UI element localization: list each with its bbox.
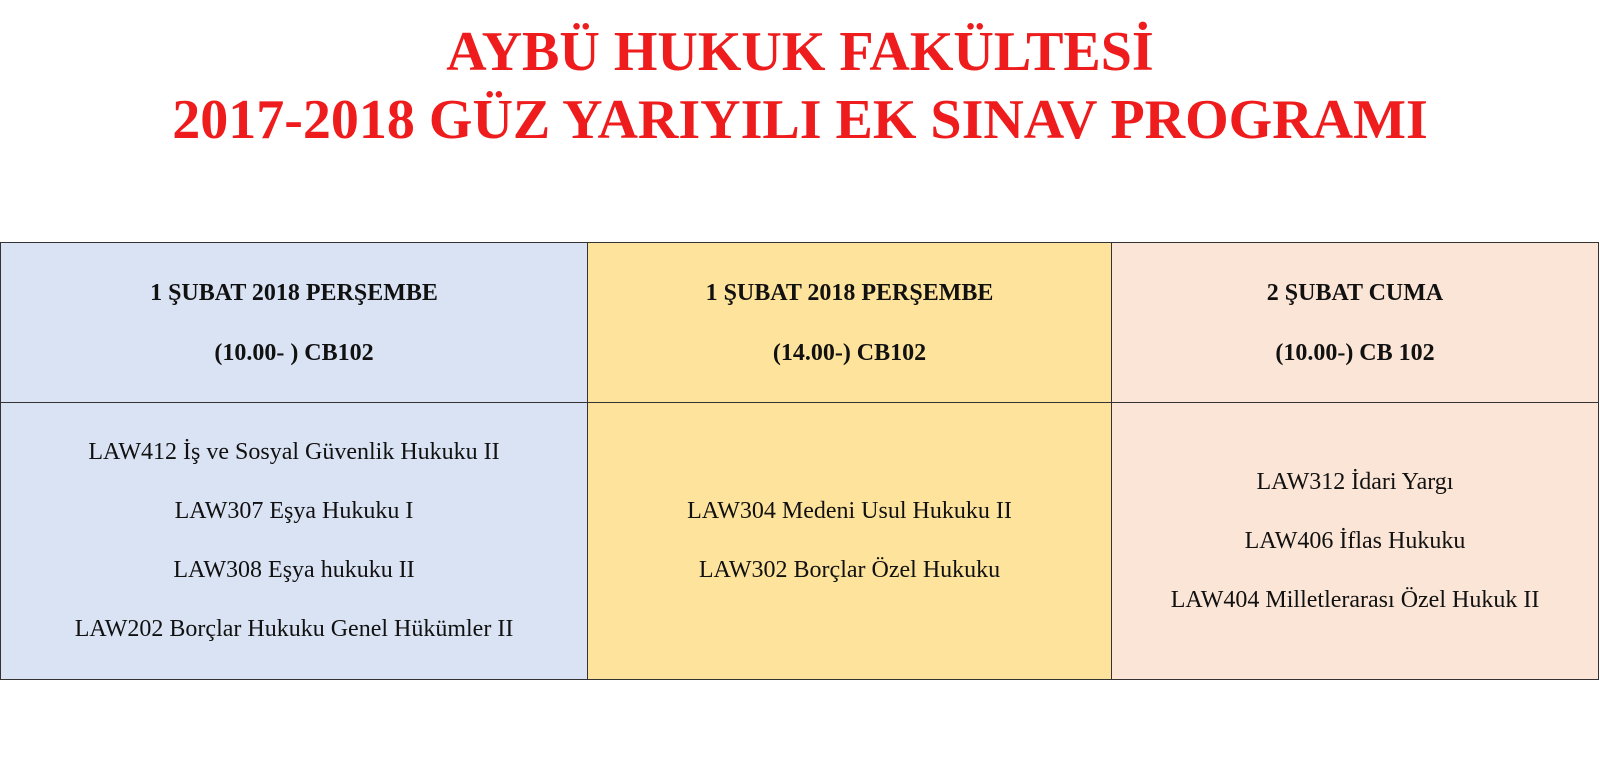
session-date: 1 ŞUBAT 2018 PERŞEMBE (705, 279, 994, 306)
session-courses-1 (1, 403, 588, 680)
course-item: LAW307 Eşya Hukuku I (174, 498, 414, 524)
session-time-room: (10.00- ) CB102 (214, 339, 374, 366)
session-date: 1 ŞUBAT 2018 PERŞEMBE (150, 279, 438, 306)
course-item: LAW302 Borçlar Özel Hukuku (698, 557, 1001, 583)
course-item: LAW308 Eşya hukuku II (173, 557, 415, 583)
table-header-row (1, 243, 1599, 403)
session-time-room: (14.00-) CB102 (772, 339, 927, 366)
table-course-row (1, 403, 1599, 680)
session-header-2 (588, 243, 1112, 403)
exam-schedule-table (0, 242, 1599, 680)
session-time-room: (10.00-) CB 102 (1275, 339, 1435, 366)
title-line-program: 2017-2018 GÜZ YARIYILI EK SINAV PROGRAMI (172, 89, 1428, 151)
session-header-1 (1, 243, 588, 403)
session-courses-2 (588, 403, 1112, 680)
title-line-faculty: AYBÜ HUKUK FAKÜLTESİ (446, 21, 1154, 83)
course-item: LAW406 İflas Hukuku (1244, 527, 1466, 554)
session-header-3 (1112, 243, 1599, 403)
course-item: LAW312 İdari Yargı (1256, 468, 1454, 495)
session-date: 2 ŞUBAT CUMA (1266, 279, 1444, 306)
course-item: LAW404 Milletlerarası Özel Hukuk II (1170, 586, 1540, 613)
session-courses-3 (1112, 403, 1599, 680)
course-item: LAW412 İş ve Sosyal Güvenlik Hukuku II (88, 439, 500, 465)
page-title (0, 18, 1600, 154)
course-item: LAW304 Medeni Usul Hukuku II (687, 498, 1012, 524)
course-item: LAW202 Borçlar Hukuku Genel Hükümler II (74, 616, 514, 642)
